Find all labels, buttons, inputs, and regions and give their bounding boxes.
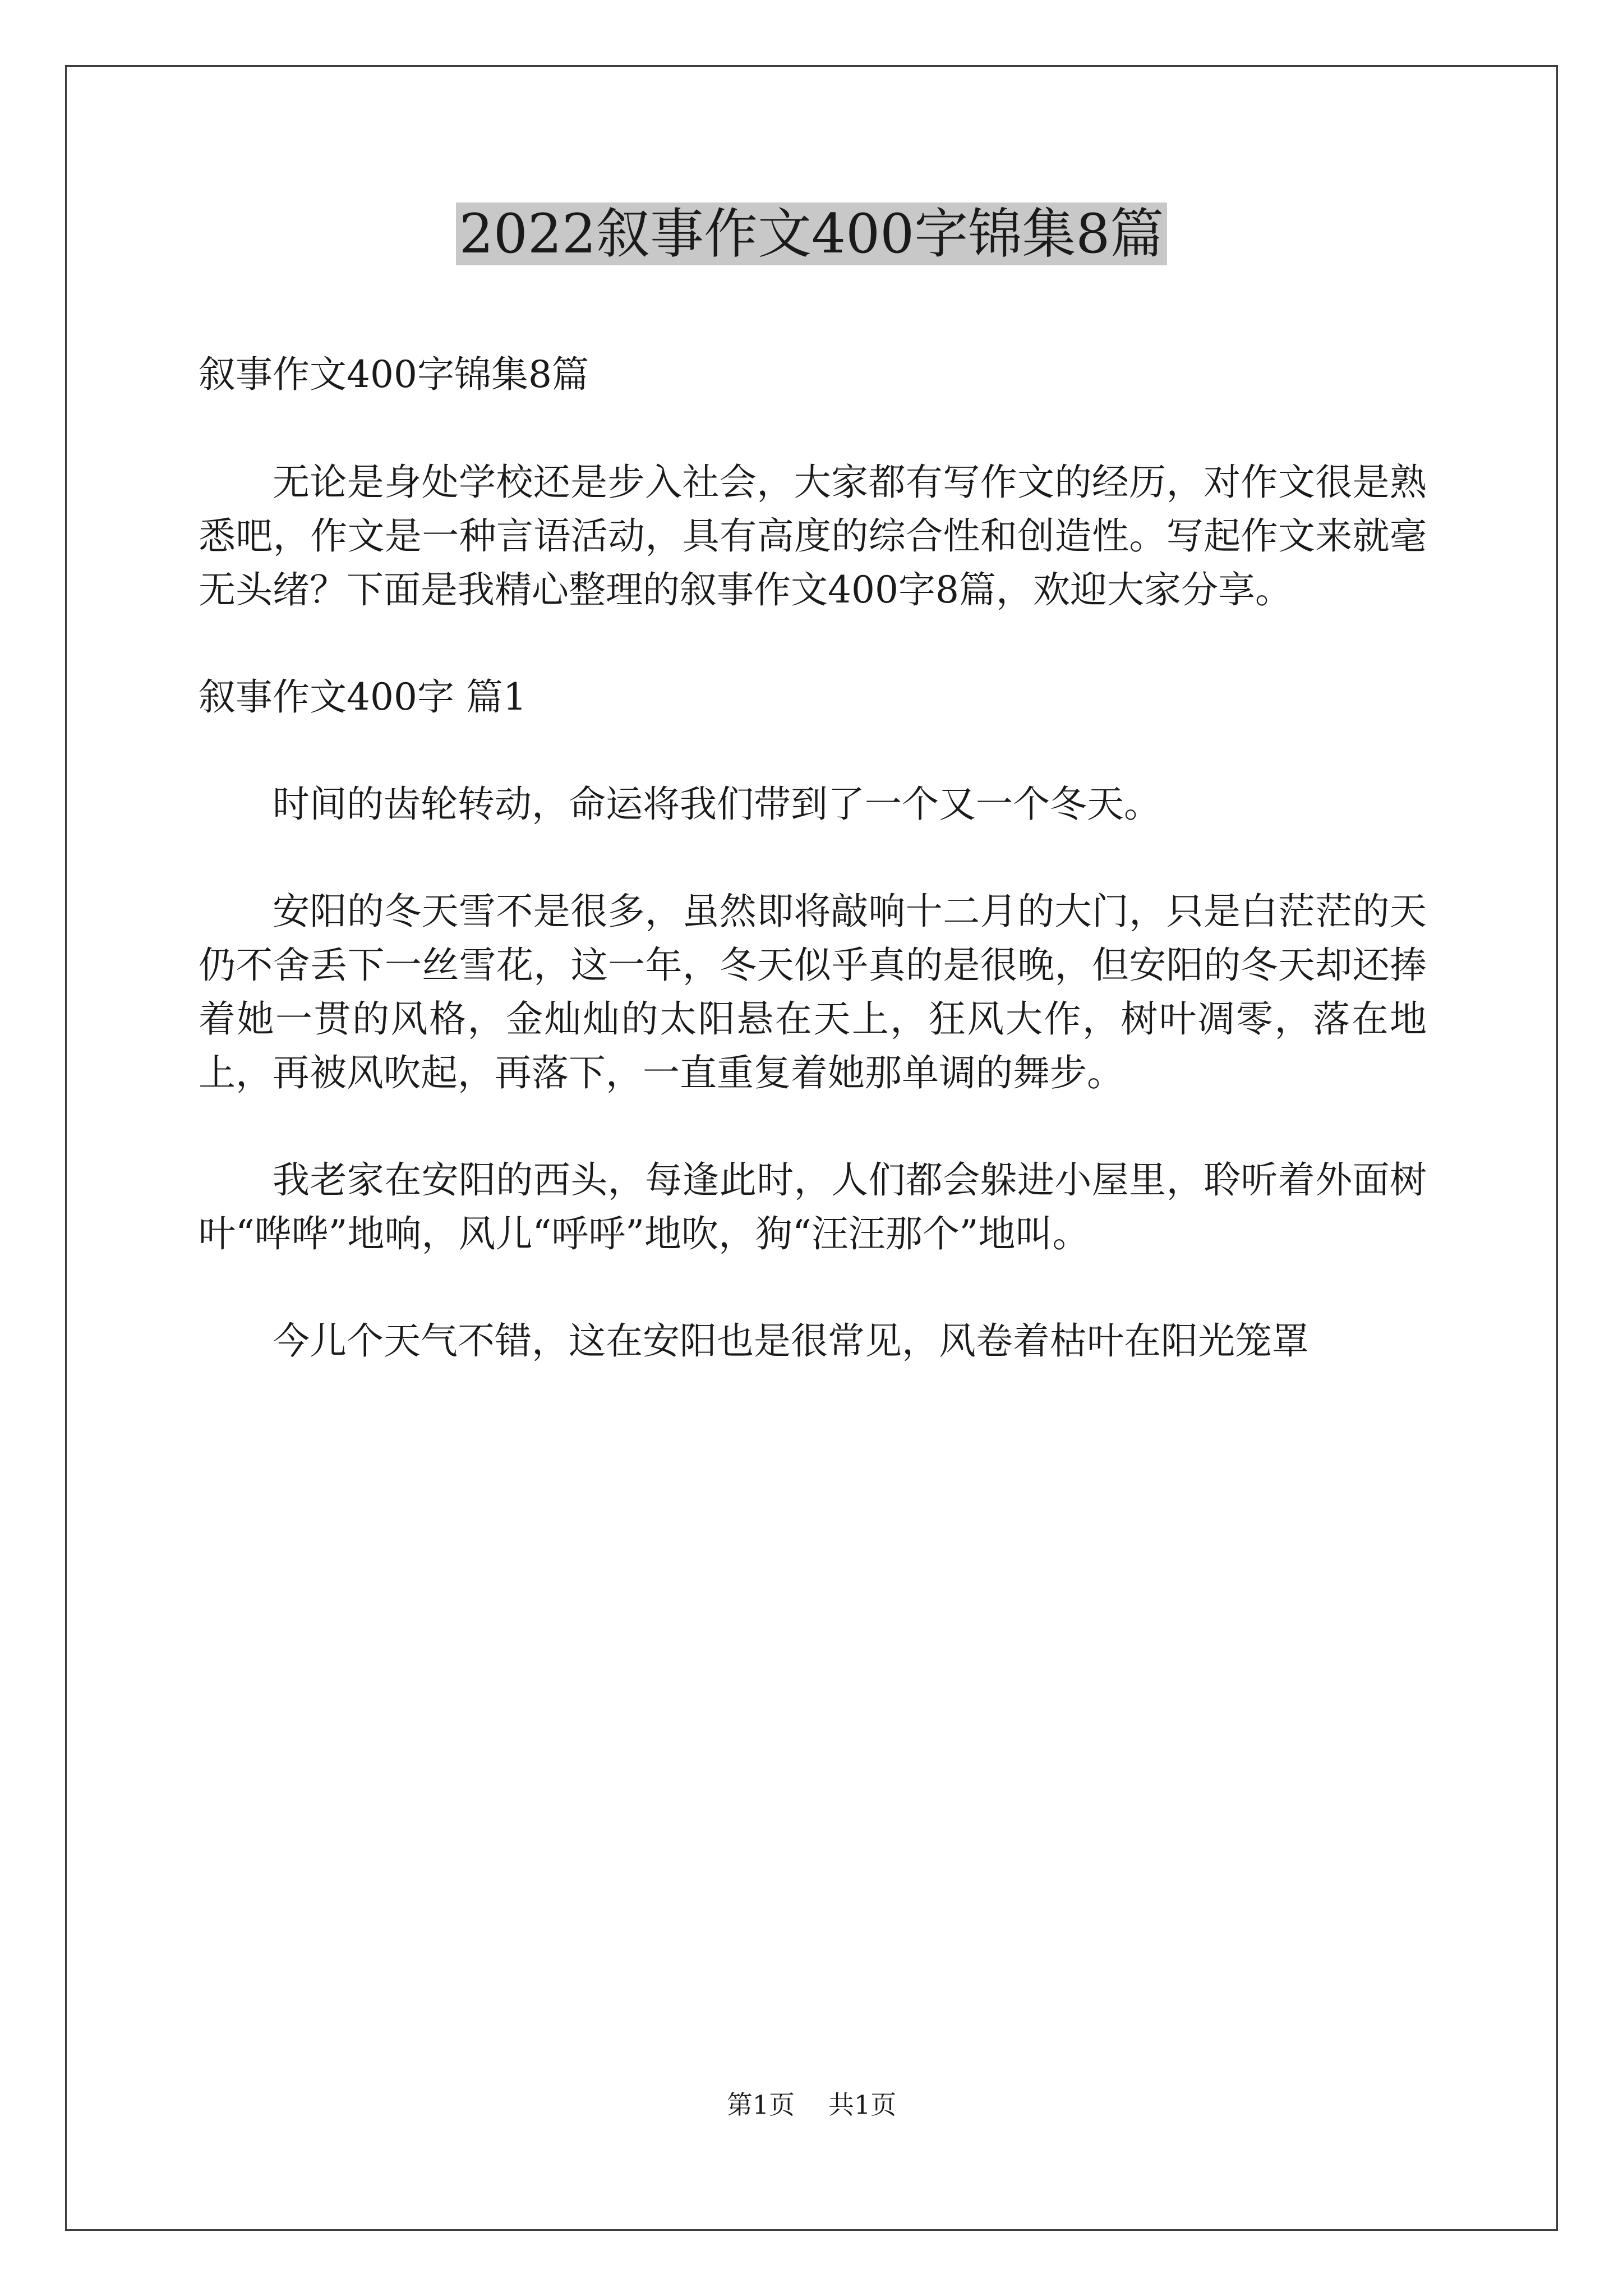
document-title-text: 2022叙事作文400字锦集8篇 [456, 203, 1168, 265]
document-title [0, 192, 1623, 276]
body-paragraph: 时间的齿轮转动，命运将我们带到了一个又一个冬天。 [273, 783, 1161, 826]
page-total: 共1页 [828, 2090, 897, 2120]
page-footer [0, 2088, 1623, 2122]
body-paragraph: 今儿个天气不错，这在安阳也是很常见，风卷着枯叶在阳光笼罩 [273, 1319, 1309, 1363]
section-heading: 叙事作文400字 篇1 [199, 675, 527, 719]
body-paragraph: 我老家在安阳的西头，每逢此时，人们都会躲进小屋里，聆听着外面树叶“哗哗”地响，风儿“呼呼”地吹，狗“汪汪那个”地叫。 [199, 1158, 1427, 1255]
page-number: 第1页 [726, 2090, 795, 2120]
intro-paragraph: 无论是身处学校还是步入社会，大家都有写作文的经历，对作文很是熟悉吧，作文是一种言语活动，具有高度的综合性和创造性。写起作文来就毫无头绪？下面是我精心整理的叙事作文400字8篇，欢迎大家分享。 [199, 461, 1427, 611]
body-paragraph: 安阳的冬天雪不是很多，虽然即将敲响十二月的大门，只是白茫茫的天仍不舍丢下一丝雪花，这一年，冬天似乎真的是很晚，但安阳的冬天却还捧着她一贯的风格，金灿灿的太阳悬在天上，狂风大作，树叶凋零，落在地上，再被风吹起，再落下，一直重复着她那单调的舞步。 [199, 890, 1427, 1094]
document-body [199, 348, 1427, 1368]
document-subtitle: 叙事作文400字锦集8篇 [199, 353, 589, 396]
